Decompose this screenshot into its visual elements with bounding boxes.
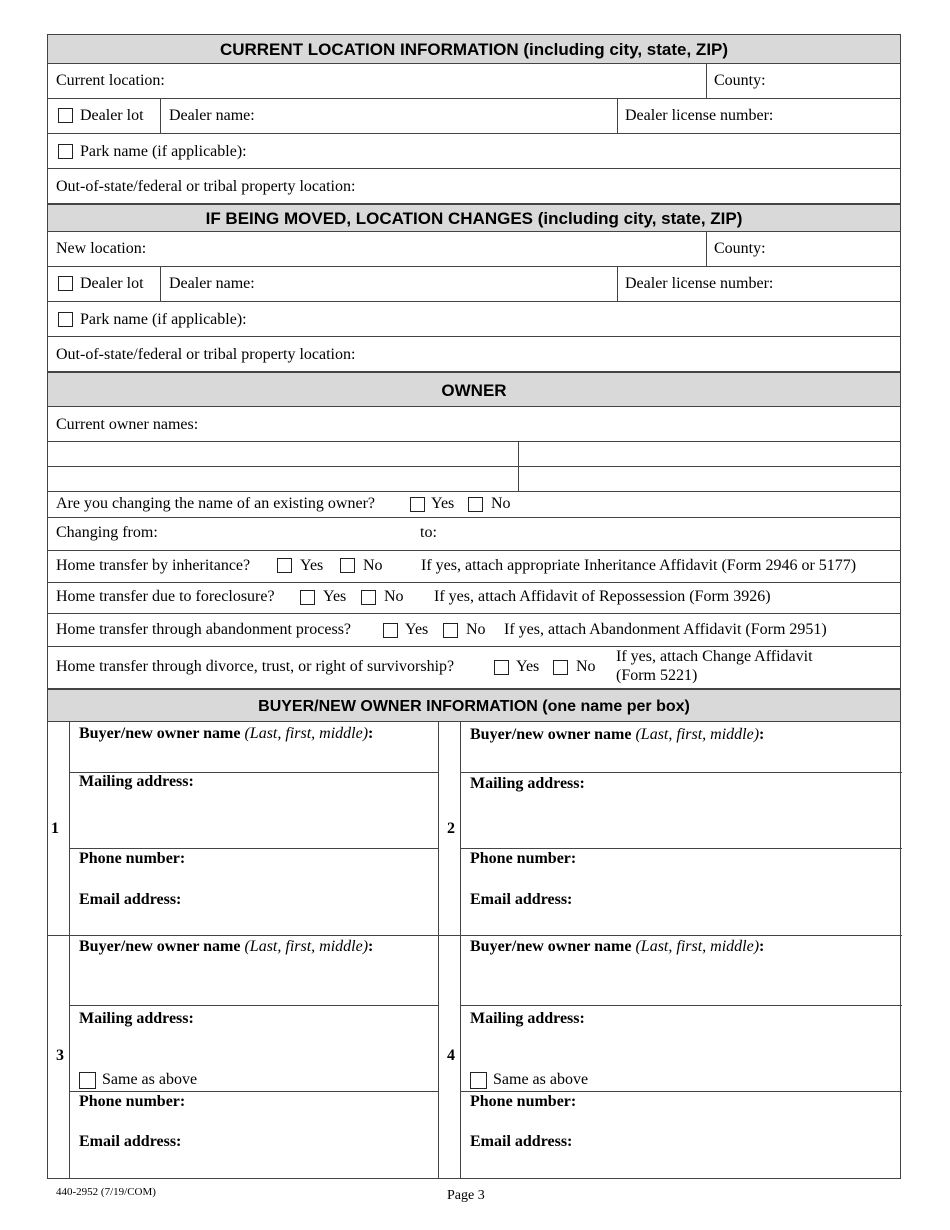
divorce-note-line1: If yes, attach Change Affidavit bbox=[616, 648, 813, 665]
buyer-4-name-hint: (Last, first, middle) bbox=[635, 938, 760, 955]
buyer-header: BUYER/NEW OWNER INFORMATION (one name per box) bbox=[47, 689, 901, 722]
changing-from-label: Changing from: bbox=[56, 524, 158, 541]
current-location-row bbox=[47, 64, 901, 99]
buyer-3-same-as-above-label: Same as above bbox=[102, 1071, 198, 1088]
current-owner-row bbox=[47, 407, 901, 442]
new-dealer-name-label: Dealer name: bbox=[169, 275, 255, 292]
buyer-4-same-as-above-checkbox[interactable] bbox=[470, 1072, 487, 1089]
foreclosure-no-checkbox[interactable] bbox=[361, 590, 376, 605]
current-dealer-row bbox=[47, 99, 901, 134]
footer-page-number: Page 3 bbox=[447, 1188, 485, 1203]
new-dealer-lot-label: Dealer lot bbox=[80, 275, 144, 292]
buyer-4-mailing-label: Mailing address: bbox=[470, 1010, 585, 1027]
abandonment-row bbox=[47, 614, 901, 647]
owner-name-row-1 bbox=[47, 442, 901, 467]
buyer-4-name-colon: : bbox=[759, 938, 765, 955]
foreclosure-yes-checkbox[interactable] bbox=[300, 590, 315, 605]
buyer-3-phone-label: Phone number: bbox=[79, 1093, 186, 1110]
changing-from-row bbox=[47, 518, 901, 551]
current-park-checkbox[interactable] bbox=[58, 144, 73, 159]
inheritance-row bbox=[47, 551, 901, 583]
new-out-of-state-row bbox=[47, 337, 901, 372]
buyer-1-name-colon: : bbox=[368, 725, 374, 742]
buyer-1-mailing-label: Mailing address: bbox=[79, 773, 194, 790]
current-county-label: County: bbox=[714, 72, 766, 89]
new-location-row bbox=[47, 232, 901, 267]
buyer-1-phone-label: Phone number: bbox=[79, 850, 186, 867]
buyer-3-email-label: Email address: bbox=[79, 1133, 182, 1150]
divorce-note-line2: (Form 5221) bbox=[616, 667, 698, 684]
inheritance-question: Home transfer by inheritance? bbox=[56, 557, 251, 574]
buyer-2-name-colon: : bbox=[759, 726, 765, 743]
new-out-of-state-label: Out-of-state/federal or tribal property location: bbox=[56, 346, 356, 363]
new-dealer-row bbox=[47, 267, 901, 302]
buyer-4-name-title: Buyer/new owner name bbox=[470, 938, 632, 955]
changing-name-yes-checkbox[interactable] bbox=[410, 497, 425, 512]
inheritance-yes-checkbox[interactable] bbox=[277, 558, 292, 573]
inheritance-note: If yes, attach appropriate Inheritance Affidavit (Form 2946 or 5177) bbox=[421, 557, 857, 574]
buyer-3-name-label bbox=[79, 938, 373, 956]
changing-name-yes-label: Yes bbox=[431, 495, 455, 512]
buyer-4-email-label: Email address: bbox=[470, 1133, 573, 1150]
divorce-yes-checkbox[interactable] bbox=[494, 660, 509, 675]
footer-form-number: 440-2952 (7/19/COM) bbox=[56, 1186, 156, 1198]
buyer-1-name-hint: (Last, first, middle) bbox=[244, 725, 369, 742]
divorce-row bbox=[47, 647, 901, 689]
current-out-of-state-row bbox=[47, 169, 901, 204]
buyer-4-number: 4 bbox=[447, 1047, 455, 1064]
abandonment-question: Home transfer through abandonment process? bbox=[56, 621, 352, 638]
new-county-label: County: bbox=[714, 240, 766, 257]
current-location-header: CURRENT LOCATION INFORMATION (including city, state, ZIP) bbox=[47, 34, 901, 64]
divorce-no-checkbox[interactable] bbox=[553, 660, 568, 675]
buyer-3-mailing-label: Mailing address: bbox=[79, 1010, 194, 1027]
buyer-3-number: 3 bbox=[56, 1047, 64, 1064]
owner-header: OWNER bbox=[47, 372, 901, 407]
foreclosure-note: If yes, attach Affidavit of Repossession (Form 3926) bbox=[434, 588, 771, 605]
abandonment-note: If yes, attach Abandonment Affidavit (Form 2951) bbox=[504, 621, 827, 638]
buyer-4-same-as-above-label: Same as above bbox=[493, 1071, 589, 1088]
abandonment-no-label: No bbox=[466, 621, 486, 638]
foreclosure-no-label: No bbox=[384, 588, 404, 605]
foreclosure-row bbox=[47, 583, 901, 614]
moved-location-header: IF BEING MOVED, LOCATION CHANGES (including city, state, ZIP) bbox=[47, 204, 901, 232]
new-park-row bbox=[47, 302, 901, 337]
current-location-label: Current location: bbox=[56, 72, 165, 89]
buyer-2-name-hint: (Last, first, middle) bbox=[635, 726, 760, 743]
current-park-label: Park name (if applicable): bbox=[80, 143, 247, 160]
changing-to-label: to: bbox=[420, 524, 437, 541]
buyer-1-name-label bbox=[79, 725, 373, 743]
abandonment-yes-checkbox[interactable] bbox=[383, 623, 398, 638]
buyer-4-phone-label: Phone number: bbox=[470, 1093, 577, 1110]
changing-name-question: Are you changing the name of an existing owner? bbox=[56, 495, 376, 512]
current-owner-label: Current owner names: bbox=[56, 416, 199, 433]
divorce-yes-label: Yes bbox=[516, 658, 540, 675]
buyer-2-name-title: Buyer/new owner name bbox=[470, 726, 632, 743]
changing-name-no-checkbox[interactable] bbox=[468, 497, 483, 512]
buyer-2-mailing-label: Mailing address: bbox=[470, 775, 585, 792]
foreclosure-yes-label: Yes bbox=[323, 588, 347, 605]
changing-name-no-label: No bbox=[491, 495, 511, 512]
current-out-of-state-label: Out-of-state/federal or tribal property location: bbox=[56, 178, 356, 195]
new-location-label: New location: bbox=[56, 240, 147, 257]
buyer-3-name-title: Buyer/new owner name bbox=[79, 938, 241, 955]
buyer-1-email-label: Email address: bbox=[79, 891, 182, 908]
buyer-3-name-colon: : bbox=[368, 938, 374, 955]
inheritance-no-label: No bbox=[363, 557, 383, 574]
current-dealer-license-label: Dealer license number: bbox=[625, 107, 774, 124]
buyer-2-number: 2 bbox=[447, 820, 455, 837]
buyer-4-name-label bbox=[470, 938, 764, 956]
abandonment-no-checkbox[interactable] bbox=[443, 623, 458, 638]
current-dealer-name-label: Dealer name: bbox=[169, 107, 255, 124]
new-park-label: Park name (if applicable): bbox=[80, 311, 247, 328]
new-park-checkbox[interactable] bbox=[58, 312, 73, 327]
buyer-1-name-title: Buyer/new owner name bbox=[79, 725, 241, 742]
new-dealer-lot-checkbox[interactable] bbox=[58, 276, 73, 291]
owner-name-row-2 bbox=[47, 467, 901, 492]
buyer-1-number: 1 bbox=[51, 820, 59, 837]
current-dealer-lot-label: Dealer lot bbox=[80, 107, 144, 124]
inheritance-yes-label: Yes bbox=[300, 557, 324, 574]
new-dealer-license-label: Dealer license number: bbox=[625, 275, 774, 292]
buyer-2-name-label bbox=[470, 726, 764, 744]
inheritance-no-checkbox[interactable] bbox=[340, 558, 355, 573]
buyer-2-phone-label: Phone number: bbox=[470, 850, 577, 867]
buyer-3-same-as-above-checkbox[interactable] bbox=[79, 1072, 96, 1089]
changing-name-row bbox=[47, 492, 901, 518]
buyer-3-name-hint: (Last, first, middle) bbox=[244, 938, 369, 955]
abandonment-yes-label: Yes bbox=[405, 621, 429, 638]
divorce-no-label: No bbox=[576, 658, 596, 675]
buyer-2-email-label: Email address: bbox=[470, 891, 573, 908]
current-park-row bbox=[47, 134, 901, 169]
current-dealer-lot-checkbox[interactable] bbox=[58, 108, 73, 123]
divorce-question: Home transfer through divorce, trust, or right of survivorship? bbox=[56, 658, 455, 675]
foreclosure-question: Home transfer due to foreclosure? bbox=[56, 588, 275, 605]
